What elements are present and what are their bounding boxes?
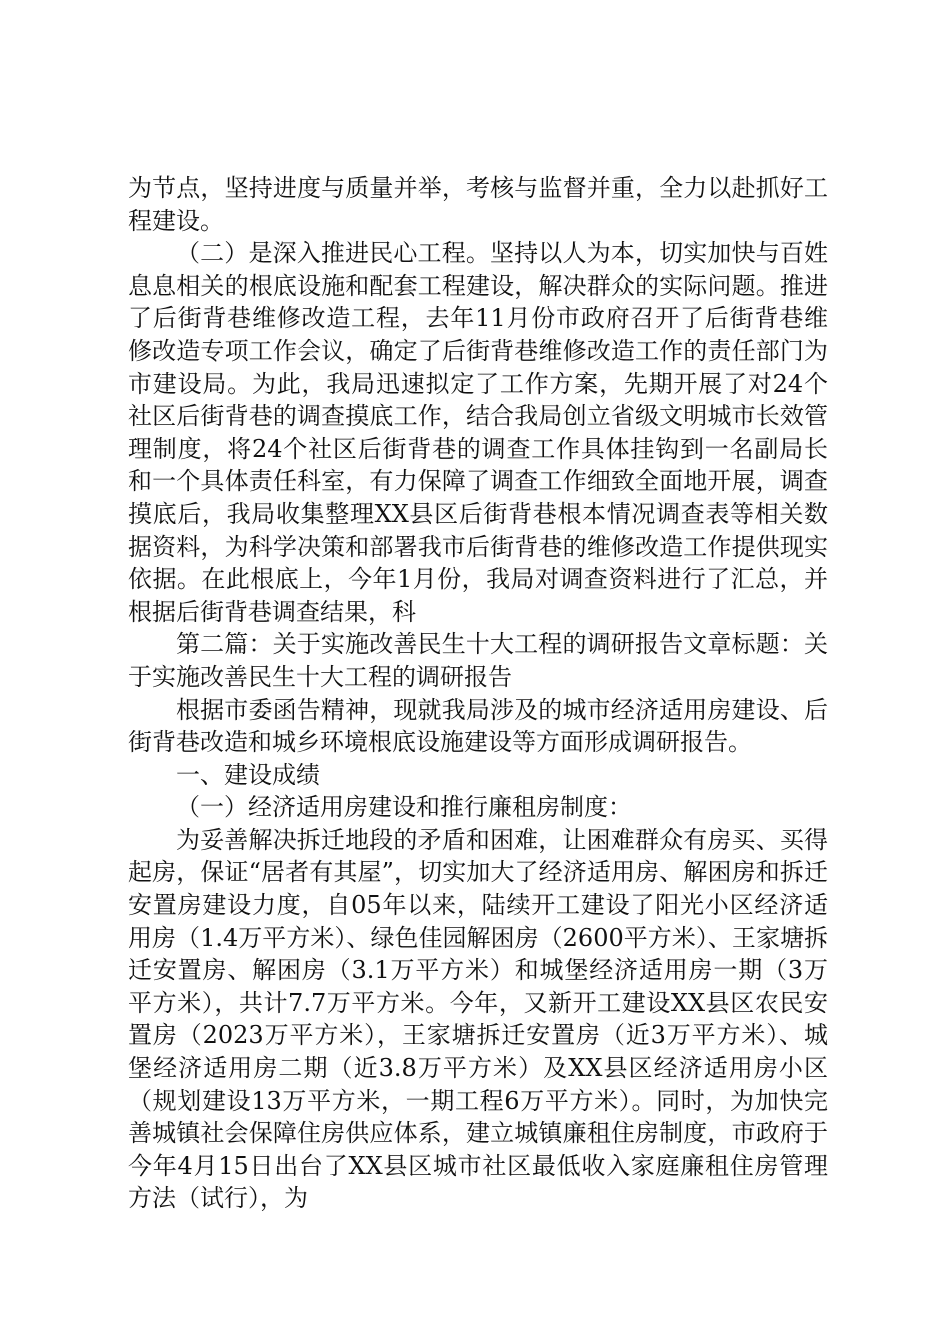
paragraph-intro: 根据市委函告精神，现就我局涉及的城市经济适用房建设、后街背巷改造和城乡环境根底设施建设等方面形成调研报告。 [128,695,828,757]
paragraph-affordable-housing: 为妥善解决拆迁地段的矛盾和困难，让困难群众有房买、买得起房，保证“居者有其屋”，切实加大了经济适用房、解困房和拆迁安置房建设力度，自05年以来，陆续开工建设了阳光小区经济适用房（1.4万平方米）、绿色佳园解困房（2600平方米）、王家塘拆迁安置房、解困房（3.1万平方米）和城堡经济适用房一期（3万平方米），共计7.7万平方米。今年，又新开工建设XX县区农民安置房（2023万平方米），王家塘拆迁安置房（近3万平方米）、城堡经济适用房二期（近3.8万平方米）及XX县区经济适用房小区（规划建设13万平方米，一期工程6万平方米）。同时，为加快完善城镇社会保障住房供应体系，建立城镇廉租住房制度，市政府于今年4月15日出台了XX县区城市社区最低收入家庭廉租住房管理方法（试行），为 [128,825,828,1213]
heading-construction-results: 一、建设成绩 [176,760,320,789]
subheading-affordable-housing: （一）经济适用房建设和推行廉租房制度： [176,793,632,822]
document-body [128,172,828,1215]
section-heading-part-two: 第二篇：关于实施改善民生十大工程的调研报告文章标题：关于实施改善民生十大工程的调研报告 [128,630,828,691]
paragraph-continuation: 为节点，坚持进度与质量并举，考核与监督并重，全力以赴抓好工程建设。 [128,174,828,235]
paragraph-livelihood-project: （二）是深入推进民心工程。坚持以人为本，切实加快与百姓息息相关的根底设施和配套工程建设，解决群众的实际问题。推进了后街背巷维修改造工程，去年11月份市政府召开了后街背巷维修改造专项工作会议，确定了后街背巷维修改造工作的责任部门为市建设局。为此，我局迅速拟定了工作方案，先期开展了对24个社区后街背巷的调查摸底工作，结合我局创立省级文明城市长效管理制度，将24个社区后街背巷的调查工作具体挂钩到一名副局长和一个具体责任科室，有力保障了调查工作细致全面地开展，调查摸底后，我局收集整理XX县区后街背巷根本情况调查表等相关数据资料，为科学决策和部署我市后街背巷的维修改造工作提供现实依据。在此根底上，今年1月份，我局对调查资料进行了汇总，并根据后街背巷调查结果，科 [128,239,828,626]
